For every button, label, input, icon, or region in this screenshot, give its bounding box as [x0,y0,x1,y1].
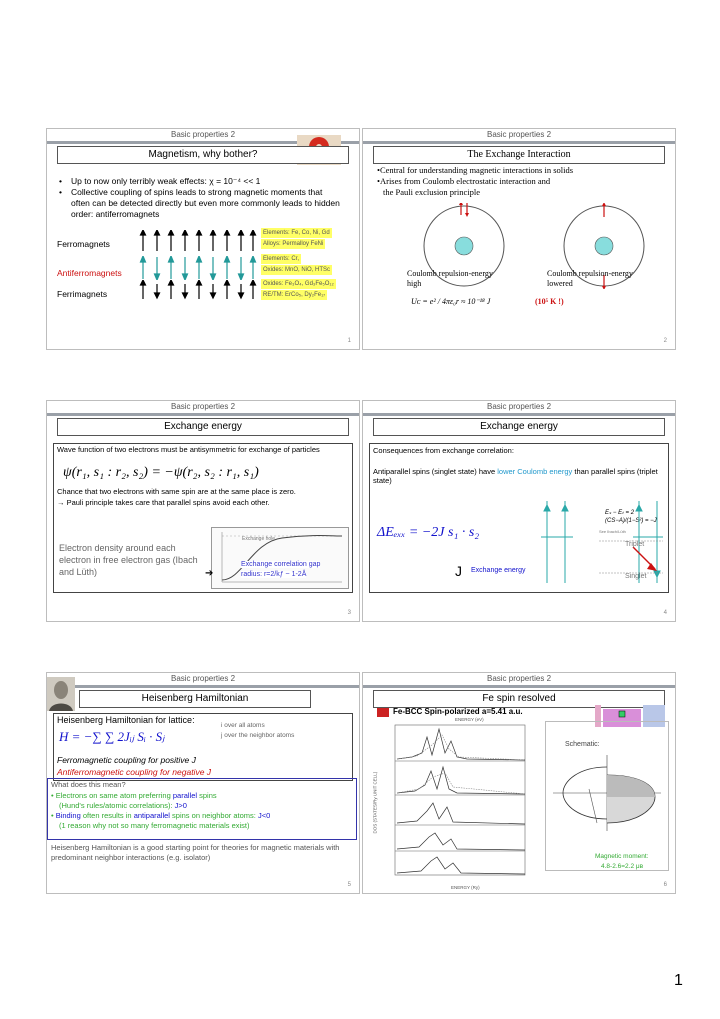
moment-label: Magnetic moment: [595,853,649,860]
row-label-antiferromagnets: Antiferromagnets [57,268,122,278]
slide-title: Fe spin resolved [373,690,665,708]
bullet-list: • Up to now only terribly weak effects: χ = 10⁻⁴ << 1 • Collective coupling of spins leads to strong magnetic moments that often can be detected directly but even more commonly leads to hidden order: antiferromagnets [59,176,340,219]
antisymmetry-formula: ψ(r₁, s₁ : r₂, s₂) = −ψ(r₂, s₂ : r₁, s₁) [63,465,259,480]
description: Electron density around each electron in free electron gas (Ibach and Lüth) [59,543,198,577]
b1d: (Hund's rules/atomic correlations): [59,801,175,810]
ferri-note-1: Oxides: Fe₃O₄, Gd₃Fe₅O₁₂ [263,281,334,287]
slide-number: 1 [347,338,351,344]
slide-3 [46,400,360,622]
question: What does this mean? [51,780,126,789]
caption-low: Coulomb repulsion-energy lowered [547,269,633,288]
hamiltonian-title: Heisenberg Hamiltonian for lattice: [57,715,195,725]
b1e: J>0 [174,801,187,810]
slide-title: Heisenberg Hamiltonian [79,690,311,708]
slide-2 [362,128,676,350]
page-number: 1 [674,972,683,989]
ferri-note-2: RE/TM: ErCo₅, Dy₂Fe₁₇ [263,292,326,298]
row-label-ferromagnets: Ferromagnets [57,239,110,249]
header-bar [363,413,675,416]
ref-note: See Ibach/Lüth [599,529,626,534]
antiferro-note-2: Oxides: MnO, NiO, HTSc [263,267,331,273]
slide-number: 4 [663,610,667,616]
line-1: Wave function of two electrons must be antisymmetric for exchange of particles [57,445,320,454]
ferro-coupling: Ferromagnetic coupling for positive J [57,755,196,765]
portrait-icon [47,677,75,711]
gap-label: Exchange correlation gap [241,561,321,568]
singlet-label: Singlet [625,573,647,580]
b2d: spins on neighbor atoms: [169,811,258,820]
coulomb-formula: Uᴄ = e² / 4πε₀r ≈ 10⁻¹⁸ J [411,297,491,306]
header-bar [47,685,359,688]
exchange-hole-label: Exchange hole [242,536,276,542]
header-bar [363,141,675,144]
j-label: J [455,563,462,579]
hamiltonian-formula: H = −∑ ∑ 2Jᵢⱼ Sᵢ · Sⱼ [59,729,165,744]
antiferro-note-1: Elements: Cr, [263,256,300,262]
slide-number: 3 [347,610,351,616]
row-label-ferrimagnets: Ferrimagnets [57,289,108,299]
slide-header: Basic properties 2 [486,130,552,139]
top-axis-label: ENERGY (eV) [455,717,484,722]
antiferro-coupling: Antiferromagnetic coupling for negative J [57,767,212,777]
intro-line-2: •Arises from Coulomb electrostatic interaction and [377,176,551,186]
bullet-1: Up to now only terribly weak effects: χ = 10⁻⁴ << 1 [71,176,261,186]
energy-highlight: (10⁵ K !) [535,297,564,306]
line-2: Chance that two electrons with same spin are at the same place is zero. [57,487,296,496]
slide-header: Basic properties 2 [486,402,552,411]
slide-title: The Exchange Interaction [373,146,665,164]
bullet-2: Collective coupling of spins leads to strong magnetic moments that often can be detected directly but even more commonly leads to hidden order: antiferromagnets [71,187,340,219]
line-3: → Pauli principle takes care that parallel spins avoid each other. [57,498,270,507]
slide-5 [46,672,360,894]
triplet-label: Triplet [625,541,645,548]
line-2b: lower Coulomb energy [497,467,573,476]
j-desc: Exchange energy [471,567,526,574]
slide-title: Magnetism, why bother? [57,146,349,164]
slide-6 [362,672,676,894]
ferri-arrows [139,280,257,305]
b1c: spins [197,791,217,800]
footer-note: Heisenberg Hamiltonian is a good starting point for theories for magnetic materials with predominant neighbor interactions (e.g. isolator) [51,843,340,862]
slide-header: Basic properties 2 [170,130,236,139]
intro-lines [377,165,667,198]
ferro-note-2: Alloys: Permalloy FeNi [263,241,324,247]
exchange-hole-plot [211,527,349,589]
slide-header: Basic properties 2 [486,674,552,683]
et-formula: Eₛ − Eₜ = 2 (CS−A)/(1−S²) = −J [605,510,657,524]
slide-number: 6 [663,882,667,888]
ferro-note-1: Elements: Fe, Co, Ni, Gd [263,230,330,236]
b2c: antiparallel [133,811,170,820]
slide-header: Basic properties 2 [170,674,236,683]
intro-line-3: the Pauli exclusion principle [383,187,481,197]
bullet-parallel: • Electrons on same atom preferring parallel spins (Hund's rules/atomic correlations): J>0 • Binding often results in antiparallel spins on neighbor atoms: J<0 (1 reason why not so many ferromagnetic materials exist) [51,791,351,831]
moment-value: 4.8-2.6=2.2 μʙ [601,863,644,870]
xlabel: ENERGY (Ry) [451,885,480,890]
intro-line-1: •Central for understanding magnetic interactions in solids [377,165,574,175]
line-2a: Antiparallel spins (singlet state) have [373,467,498,476]
slide-title: Exchange energy [57,418,349,436]
slide-header: Basic properties 2 [170,402,236,411]
slide-title: Exchange energy [373,418,665,436]
slide-number: 5 [347,882,351,888]
line-1: Consequences from exchange correlation: [373,446,514,455]
caption-high: Coulomb repulsion-energy high [407,269,493,288]
header-bar [47,413,359,416]
arrow-icon: ➔ [205,568,214,579]
dos-plot [387,723,535,890]
b1b: parallel [172,791,198,800]
schematic-diagram [549,753,665,838]
j-note: j over the neighbor atoms [221,732,295,739]
b2f: (1 reason why not so many ferromagnetic materials exist) [59,821,250,830]
line-2c: than parallel spins (triplet state) [373,467,658,485]
level-diagram [539,497,669,592]
plot-title: Fe-BCC Spin-polarized a=5.41 a.u. [393,707,523,716]
slide-number: 2 [663,338,667,344]
logo-icon [377,708,389,717]
b2e: J<0 [257,811,271,820]
ylabel: DOS (STATES/Ry UNIT CELL) [372,771,378,834]
header-bar [363,685,675,688]
slide-4 [362,400,676,622]
ferro-arrows [139,230,257,257]
b2a: Binding [55,811,83,820]
line-2 [373,467,658,485]
radius-label: radius: r=2/kƒ ~ 1-2Å [241,571,307,578]
schematic-label: Schematic: [565,741,600,748]
slide-1 [46,128,360,350]
exchange-formula: ΔEₑₓₓ = −2J s₁ · s₂ [377,525,480,540]
b2b: often results in [82,811,134,820]
i-note: i over all atoms [221,722,265,729]
b1a: Electrons on same atom preferring [55,791,173,800]
